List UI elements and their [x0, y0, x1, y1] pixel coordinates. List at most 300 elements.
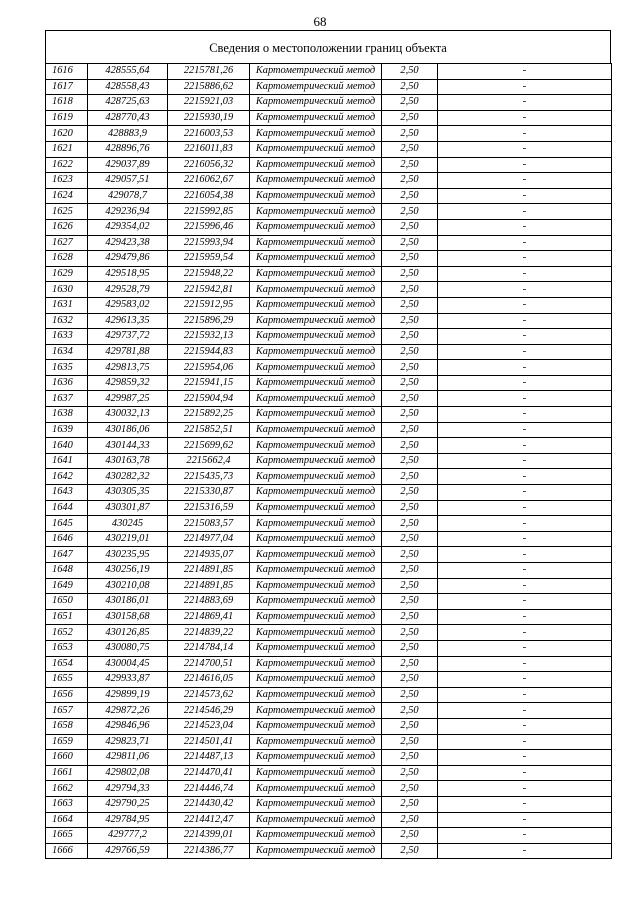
description-cell: -	[438, 110, 612, 126]
y-coordinate-cell: 2215992,85	[168, 204, 250, 220]
y-coordinate-cell: 2216003,53	[168, 126, 250, 142]
table-row	[46, 438, 612, 454]
y-coordinate-cell: 2215912,95	[168, 297, 250, 313]
accuracy-cell: 2,50	[382, 141, 438, 157]
point-number-cell: 1644	[46, 500, 88, 516]
method-cell: Картометрический метод	[250, 297, 382, 313]
table-row	[46, 95, 612, 111]
accuracy-cell: 2,50	[382, 656, 438, 672]
accuracy-cell: 2,50	[382, 531, 438, 547]
description-cell: -	[438, 687, 612, 703]
accuracy-cell: 2,50	[382, 407, 438, 423]
point-number-cell: 1616	[46, 64, 88, 80]
point-number-cell: 1622	[46, 157, 88, 173]
accuracy-cell: 2,50	[382, 469, 438, 485]
x-coordinate-cell: 430245	[88, 516, 168, 532]
description-cell: -	[438, 563, 612, 579]
table-row	[46, 157, 612, 173]
x-coordinate-cell: 430144,33	[88, 438, 168, 454]
table-row	[46, 640, 612, 656]
table-row	[46, 485, 612, 501]
description-cell: -	[438, 282, 612, 298]
method-cell: Картометрический метод	[250, 79, 382, 95]
point-number-cell: 1643	[46, 485, 88, 501]
y-coordinate-cell: 2216056,32	[168, 157, 250, 173]
method-cell: Картометрический метод	[250, 344, 382, 360]
method-cell: Картометрический метод	[250, 422, 382, 438]
table-row	[46, 329, 612, 345]
point-number-cell: 1617	[46, 79, 88, 95]
method-cell: Картометрический метод	[250, 531, 382, 547]
x-coordinate-cell: 429777,2	[88, 828, 168, 844]
point-number-cell: 1625	[46, 204, 88, 220]
method-cell: Картометрический метод	[250, 843, 382, 859]
method-cell: Картометрический метод	[250, 329, 382, 345]
x-coordinate-cell: 430235,95	[88, 547, 168, 563]
method-cell: Картометрический метод	[250, 219, 382, 235]
y-coordinate-cell: 2214977,04	[168, 531, 250, 547]
accuracy-cell: 2,50	[382, 282, 438, 298]
accuracy-cell: 2,50	[382, 313, 438, 329]
accuracy-cell: 2,50	[382, 219, 438, 235]
point-number-cell: 1660	[46, 750, 88, 766]
y-coordinate-cell: 2214412,47	[168, 812, 250, 828]
y-coordinate-cell: 2214869,41	[168, 609, 250, 625]
table-row	[46, 469, 612, 485]
table-row	[46, 734, 612, 750]
coordinates-table	[45, 63, 612, 859]
table-row	[46, 391, 612, 407]
description-cell: -	[438, 313, 612, 329]
table-row	[46, 360, 612, 376]
description-cell: -	[438, 718, 612, 734]
y-coordinate-cell: 2214839,22	[168, 625, 250, 641]
x-coordinate-cell: 430301,87	[88, 500, 168, 516]
point-number-cell: 1650	[46, 594, 88, 610]
table-row	[46, 609, 612, 625]
description-cell: -	[438, 703, 612, 719]
table-row	[46, 796, 612, 812]
method-cell: Картометрический метод	[250, 453, 382, 469]
y-coordinate-cell: 2214784,14	[168, 640, 250, 656]
y-coordinate-cell: 2214883,69	[168, 594, 250, 610]
accuracy-cell: 2,50	[382, 750, 438, 766]
y-coordinate-cell: 2215930,19	[168, 110, 250, 126]
method-cell: Картометрический метод	[250, 157, 382, 173]
point-number-cell: 1647	[46, 547, 88, 563]
point-number-cell: 1651	[46, 609, 88, 625]
table-row	[46, 375, 612, 391]
point-number-cell: 1633	[46, 329, 88, 345]
accuracy-cell: 2,50	[382, 266, 438, 282]
method-cell: Картометрический метод	[250, 204, 382, 220]
table-row	[46, 578, 612, 594]
table-row	[46, 204, 612, 220]
x-coordinate-cell: 429528,79	[88, 282, 168, 298]
accuracy-cell: 2,50	[382, 500, 438, 516]
x-coordinate-cell: 428896,76	[88, 141, 168, 157]
y-coordinate-cell: 2214386,77	[168, 843, 250, 859]
accuracy-cell: 2,50	[382, 578, 438, 594]
description-cell: -	[438, 485, 612, 501]
x-coordinate-cell: 429518,95	[88, 266, 168, 282]
table-row	[46, 219, 612, 235]
accuracy-cell: 2,50	[382, 672, 438, 688]
accuracy-cell: 2,50	[382, 843, 438, 859]
x-coordinate-cell: 429236,94	[88, 204, 168, 220]
y-coordinate-cell: 2215435,73	[168, 469, 250, 485]
description-cell: -	[438, 734, 612, 750]
description-cell: -	[438, 173, 612, 189]
accuracy-cell: 2,50	[382, 329, 438, 345]
y-coordinate-cell: 2215954,06	[168, 360, 250, 376]
accuracy-cell: 2,50	[382, 235, 438, 251]
y-coordinate-cell: 2215941,15	[168, 375, 250, 391]
description-cell: -	[438, 126, 612, 142]
table-row	[46, 531, 612, 547]
x-coordinate-cell: 429811,06	[88, 750, 168, 766]
method-cell: Картометрический метод	[250, 407, 382, 423]
table-row	[46, 266, 612, 282]
y-coordinate-cell: 2214891,85	[168, 563, 250, 579]
point-number-cell: 1648	[46, 563, 88, 579]
point-number-cell: 1665	[46, 828, 88, 844]
y-coordinate-cell: 2214430,42	[168, 796, 250, 812]
point-number-cell: 1653	[46, 640, 88, 656]
y-coordinate-cell: 2214487,13	[168, 750, 250, 766]
method-cell: Картометрический метод	[250, 313, 382, 329]
point-number-cell: 1649	[46, 578, 88, 594]
point-number-cell: 1629	[46, 266, 88, 282]
x-coordinate-cell: 429737,72	[88, 329, 168, 345]
x-coordinate-cell: 429813,75	[88, 360, 168, 376]
y-coordinate-cell: 2216054,38	[168, 188, 250, 204]
method-cell: Картометрический метод	[250, 95, 382, 111]
accuracy-cell: 2,50	[382, 796, 438, 812]
x-coordinate-cell: 430004,45	[88, 656, 168, 672]
y-coordinate-cell: 2214616,05	[168, 672, 250, 688]
point-number-cell: 1626	[46, 219, 88, 235]
table-row	[46, 781, 612, 797]
description-cell: -	[438, 547, 612, 563]
x-coordinate-cell: 430186,01	[88, 594, 168, 610]
accuracy-cell: 2,50	[382, 625, 438, 641]
boundary-table-sheet	[45, 30, 611, 859]
description-cell: -	[438, 516, 612, 532]
accuracy-cell: 2,50	[382, 516, 438, 532]
description-cell: -	[438, 672, 612, 688]
point-number-cell: 1645	[46, 516, 88, 532]
method-cell: Картометрический метод	[250, 828, 382, 844]
table-row	[46, 235, 612, 251]
description-cell: -	[438, 781, 612, 797]
point-number-cell: 1638	[46, 407, 88, 423]
point-number-cell: 1655	[46, 672, 88, 688]
description-cell: -	[438, 531, 612, 547]
accuracy-cell: 2,50	[382, 781, 438, 797]
table-row	[46, 407, 612, 423]
table-row	[46, 297, 612, 313]
x-coordinate-cell: 430282,32	[88, 469, 168, 485]
point-number-cell: 1632	[46, 313, 88, 329]
accuracy-cell: 2,50	[382, 173, 438, 189]
method-cell: Картометрический метод	[250, 126, 382, 142]
description-cell: -	[438, 235, 612, 251]
point-number-cell: 1620	[46, 126, 88, 142]
x-coordinate-cell: 429037,89	[88, 157, 168, 173]
accuracy-cell: 2,50	[382, 703, 438, 719]
point-number-cell: 1621	[46, 141, 88, 157]
accuracy-cell: 2,50	[382, 765, 438, 781]
table-row	[46, 812, 612, 828]
point-number-cell: 1639	[46, 422, 88, 438]
x-coordinate-cell: 429794,33	[88, 781, 168, 797]
x-coordinate-cell: 429872,26	[88, 703, 168, 719]
accuracy-cell: 2,50	[382, 718, 438, 734]
description-cell: -	[438, 812, 612, 828]
description-cell: -	[438, 656, 612, 672]
table-row	[46, 594, 612, 610]
x-coordinate-cell: 429781,88	[88, 344, 168, 360]
description-cell: -	[438, 204, 612, 220]
description-cell: -	[438, 266, 612, 282]
method-cell: Картометрический метод	[250, 734, 382, 750]
y-coordinate-cell: 2214700,51	[168, 656, 250, 672]
description-cell: -	[438, 438, 612, 454]
description-cell: -	[438, 750, 612, 766]
description-cell: -	[438, 391, 612, 407]
point-number-cell: 1628	[46, 251, 88, 267]
y-coordinate-cell: 2214446,74	[168, 781, 250, 797]
accuracy-cell: 2,50	[382, 64, 438, 80]
point-number-cell: 1662	[46, 781, 88, 797]
method-cell: Картометрический метод	[250, 64, 382, 80]
table-row	[46, 188, 612, 204]
accuracy-cell: 2,50	[382, 438, 438, 454]
description-cell: -	[438, 360, 612, 376]
description-cell: -	[438, 578, 612, 594]
method-cell: Картометрический метод	[250, 750, 382, 766]
accuracy-cell: 2,50	[382, 453, 438, 469]
y-coordinate-cell: 2215852,51	[168, 422, 250, 438]
y-coordinate-cell: 2215781,26	[168, 64, 250, 80]
y-coordinate-cell: 2215886,62	[168, 79, 250, 95]
method-cell: Картометрический метод	[250, 173, 382, 189]
point-number-cell: 1661	[46, 765, 88, 781]
description-cell: -	[438, 640, 612, 656]
method-cell: Картометрический метод	[250, 594, 382, 610]
table-row	[46, 547, 612, 563]
x-coordinate-cell: 428555,64	[88, 64, 168, 80]
x-coordinate-cell: 429766,59	[88, 843, 168, 859]
table-row	[46, 422, 612, 438]
point-number-cell: 1624	[46, 188, 88, 204]
method-cell: Картометрический метод	[250, 625, 382, 641]
description-cell: -	[438, 79, 612, 95]
table-row	[46, 672, 612, 688]
accuracy-cell: 2,50	[382, 422, 438, 438]
method-cell: Картометрический метод	[250, 765, 382, 781]
y-coordinate-cell: 2215944,83	[168, 344, 250, 360]
table-row	[46, 173, 612, 189]
method-cell: Картометрический метод	[250, 718, 382, 734]
point-number-cell: 1666	[46, 843, 88, 859]
accuracy-cell: 2,50	[382, 640, 438, 656]
table-row	[46, 828, 612, 844]
y-coordinate-cell: 2215932,13	[168, 329, 250, 345]
y-coordinate-cell: 2214501,41	[168, 734, 250, 750]
table-row	[46, 453, 612, 469]
table-row	[46, 718, 612, 734]
x-coordinate-cell: 428725,63	[88, 95, 168, 111]
description-cell: -	[438, 329, 612, 345]
y-coordinate-cell: 2215996,46	[168, 219, 250, 235]
description-cell: -	[438, 609, 612, 625]
table-row	[46, 251, 612, 267]
x-coordinate-cell: 429078,7	[88, 188, 168, 204]
point-number-cell: 1636	[46, 375, 88, 391]
y-coordinate-cell: 2214891,85	[168, 578, 250, 594]
method-cell: Картометрический метод	[250, 578, 382, 594]
y-coordinate-cell: 2215316,59	[168, 500, 250, 516]
y-coordinate-cell: 2215959,54	[168, 251, 250, 267]
y-coordinate-cell: 2215942,81	[168, 282, 250, 298]
x-coordinate-cell: 428770,43	[88, 110, 168, 126]
method-cell: Картометрический метод	[250, 438, 382, 454]
x-coordinate-cell: 429802,08	[88, 765, 168, 781]
description-cell: -	[438, 219, 612, 235]
point-number-cell: 1623	[46, 173, 88, 189]
point-number-cell: 1634	[46, 344, 88, 360]
method-cell: Картометрический метод	[250, 516, 382, 532]
point-number-cell: 1618	[46, 95, 88, 111]
x-coordinate-cell: 430032,13	[88, 407, 168, 423]
table-row	[46, 500, 612, 516]
y-coordinate-cell: 2214399,01	[168, 828, 250, 844]
accuracy-cell: 2,50	[382, 251, 438, 267]
accuracy-cell: 2,50	[382, 828, 438, 844]
accuracy-cell: 2,50	[382, 812, 438, 828]
point-number-cell: 1659	[46, 734, 88, 750]
x-coordinate-cell: 429987,25	[88, 391, 168, 407]
x-coordinate-cell: 430163,78	[88, 453, 168, 469]
method-cell: Картометрический метод	[250, 188, 382, 204]
description-cell: -	[438, 157, 612, 173]
method-cell: Картометрический метод	[250, 235, 382, 251]
description-cell: -	[438, 141, 612, 157]
point-number-cell: 1641	[46, 453, 88, 469]
description-cell: -	[438, 796, 612, 812]
y-coordinate-cell: 2215330,87	[168, 485, 250, 501]
y-coordinate-cell: 2215993,94	[168, 235, 250, 251]
x-coordinate-cell: 428883,9	[88, 126, 168, 142]
point-number-cell: 1664	[46, 812, 88, 828]
description-cell: -	[438, 422, 612, 438]
description-cell: -	[438, 765, 612, 781]
method-cell: Картометрический метод	[250, 687, 382, 703]
point-number-cell: 1654	[46, 656, 88, 672]
x-coordinate-cell: 430305,35	[88, 485, 168, 501]
method-cell: Картометрический метод	[250, 282, 382, 298]
point-number-cell: 1640	[46, 438, 88, 454]
accuracy-cell: 2,50	[382, 79, 438, 95]
table-row	[46, 282, 612, 298]
accuracy-cell: 2,50	[382, 204, 438, 220]
y-coordinate-cell: 2214573,62	[168, 687, 250, 703]
y-coordinate-cell: 2215892,25	[168, 407, 250, 423]
y-coordinate-cell: 2215948,22	[168, 266, 250, 282]
accuracy-cell: 2,50	[382, 687, 438, 703]
method-cell: Картометрический метод	[250, 110, 382, 126]
table-row	[46, 141, 612, 157]
point-number-cell: 1635	[46, 360, 88, 376]
accuracy-cell: 2,50	[382, 485, 438, 501]
x-coordinate-cell: 430158,68	[88, 609, 168, 625]
table-row	[46, 750, 612, 766]
description-cell: -	[438, 251, 612, 267]
method-cell: Картометрический метод	[250, 812, 382, 828]
accuracy-cell: 2,50	[382, 95, 438, 111]
point-number-cell: 1630	[46, 282, 88, 298]
description-cell: -	[438, 375, 612, 391]
x-coordinate-cell: 430186,06	[88, 422, 168, 438]
x-coordinate-cell: 429899,19	[88, 687, 168, 703]
point-number-cell: 1627	[46, 235, 88, 251]
y-coordinate-cell: 2214935,07	[168, 547, 250, 563]
point-number-cell: 1657	[46, 703, 88, 719]
point-number-cell: 1656	[46, 687, 88, 703]
table-row	[46, 765, 612, 781]
y-coordinate-cell: 2215896,29	[168, 313, 250, 329]
page-number: 68	[313, 14, 327, 29]
y-coordinate-cell: 2214470,41	[168, 765, 250, 781]
section-title: Сведения о местоположении границ объекта	[209, 41, 447, 55]
table-row	[46, 313, 612, 329]
method-cell: Картометрический метод	[250, 141, 382, 157]
table-row	[46, 625, 612, 641]
table-header-box	[45, 30, 611, 63]
method-cell: Картометрический метод	[250, 796, 382, 812]
point-number-cell: 1652	[46, 625, 88, 641]
method-cell: Картометрический метод	[250, 563, 382, 579]
method-cell: Картометрический метод	[250, 391, 382, 407]
y-coordinate-cell: 2215699,62	[168, 438, 250, 454]
method-cell: Картометрический метод	[250, 500, 382, 516]
x-coordinate-cell: 429423,38	[88, 235, 168, 251]
x-coordinate-cell: 429933,87	[88, 672, 168, 688]
accuracy-cell: 2,50	[382, 110, 438, 126]
x-coordinate-cell: 430210,08	[88, 578, 168, 594]
y-coordinate-cell: 2215921,03	[168, 95, 250, 111]
x-coordinate-cell: 429583,02	[88, 297, 168, 313]
y-coordinate-cell: 2215904,94	[168, 391, 250, 407]
accuracy-cell: 2,50	[382, 126, 438, 142]
table-row	[46, 110, 612, 126]
description-cell: -	[438, 344, 612, 360]
x-coordinate-cell: 429784,95	[88, 812, 168, 828]
accuracy-cell: 2,50	[382, 609, 438, 625]
method-cell: Картометрический метод	[250, 640, 382, 656]
method-cell: Картометрический метод	[250, 781, 382, 797]
table-row	[46, 843, 612, 859]
table-row	[46, 687, 612, 703]
x-coordinate-cell: 430219,01	[88, 531, 168, 547]
description-cell: -	[438, 625, 612, 641]
x-coordinate-cell: 429846,96	[88, 718, 168, 734]
x-coordinate-cell: 429613,35	[88, 313, 168, 329]
point-number-cell: 1658	[46, 718, 88, 734]
description-cell: -	[438, 407, 612, 423]
